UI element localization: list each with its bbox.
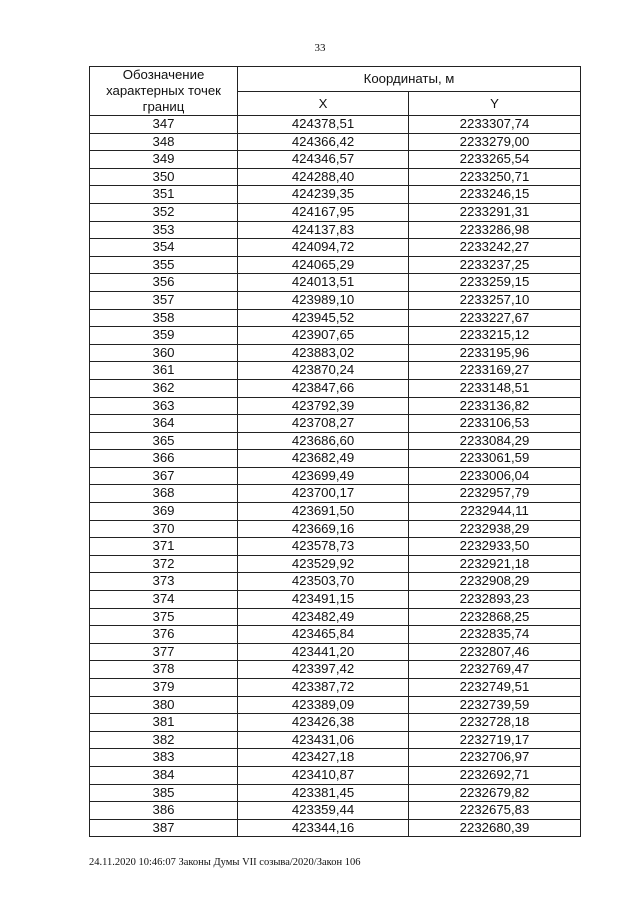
point-id-cell: 352 [90,203,238,221]
x-coordinate-cell: 424094,72 [238,239,409,257]
header-y: Y [409,91,581,116]
x-coordinate-cell: 423699,49 [238,467,409,485]
point-id-cell: 386 [90,802,238,820]
table-row [90,485,581,503]
y-coordinate-cell: 2233259,15 [409,274,581,292]
y-coordinate-cell: 2232807,46 [409,643,581,661]
point-id-cell: 358 [90,309,238,327]
table-header [90,67,581,116]
y-coordinate-cell: 2233265,54 [409,151,581,169]
table-row [90,784,581,802]
x-coordinate-cell: 423847,66 [238,379,409,397]
table-row [90,819,581,837]
x-coordinate-cell: 424378,51 [238,116,409,134]
point-id-cell: 384 [90,766,238,784]
table-row [90,573,581,591]
table-row [90,749,581,767]
table-row [90,520,581,538]
table-row [90,344,581,362]
table-row [90,467,581,485]
table-row [90,538,581,556]
header-designation: Обозначение характерных точек границ [90,67,238,116]
footer-text: 24.11.2020 10:46:07 Законы Думы VII созыва/2020/Закон 106 [89,857,361,868]
table-row [90,661,581,679]
y-coordinate-cell: 2233169,27 [409,362,581,380]
y-coordinate-cell: 2232769,47 [409,661,581,679]
point-id-cell: 356 [90,274,238,292]
table-row [90,327,581,345]
table-row [90,415,581,433]
x-coordinate-cell: 424288,40 [238,168,409,186]
y-coordinate-cell: 2232835,74 [409,626,581,644]
x-coordinate-cell: 423344,16 [238,819,409,837]
point-id-cell: 353 [90,221,238,239]
x-coordinate-cell: 424137,83 [238,221,409,239]
table-row [90,168,581,186]
table-row [90,221,581,239]
point-id-cell: 372 [90,555,238,573]
point-id-cell: 368 [90,485,238,503]
table-row [90,555,581,573]
point-id-cell: 373 [90,573,238,591]
point-id-cell: 350 [90,168,238,186]
table-row [90,309,581,327]
table-row [90,731,581,749]
x-coordinate-cell: 423883,02 [238,344,409,362]
y-coordinate-cell: 2232680,39 [409,819,581,837]
x-coordinate-cell: 424239,35 [238,186,409,204]
point-id-cell: 347 [90,116,238,134]
table-row [90,239,581,257]
point-id-cell: 387 [90,819,238,837]
table-row [90,696,581,714]
point-id-cell: 376 [90,626,238,644]
x-coordinate-cell: 424013,51 [238,274,409,292]
y-coordinate-cell: 2233006,04 [409,467,581,485]
y-coordinate-cell: 2233148,51 [409,379,581,397]
table-row [90,203,581,221]
table-row [90,591,581,609]
table-row [90,362,581,380]
y-coordinate-cell: 2233084,29 [409,432,581,450]
x-coordinate-cell: 423945,52 [238,309,409,327]
y-coordinate-cell: 2232675,83 [409,802,581,820]
x-coordinate-cell: 423682,49 [238,450,409,468]
table-row [90,608,581,626]
x-coordinate-cell: 423441,20 [238,643,409,661]
point-id-cell: 382 [90,731,238,749]
x-coordinate-cell: 424065,29 [238,256,409,274]
y-coordinate-cell: 2232679,82 [409,784,581,802]
y-coordinate-cell: 2232728,18 [409,714,581,732]
y-coordinate-cell: 2233250,71 [409,168,581,186]
point-id-cell: 349 [90,151,238,169]
point-id-cell: 351 [90,186,238,204]
y-coordinate-cell: 2233215,12 [409,327,581,345]
x-coordinate-cell: 423387,72 [238,679,409,697]
x-coordinate-cell: 423359,44 [238,802,409,820]
y-coordinate-cell: 2232706,97 [409,749,581,767]
x-coordinate-cell: 423426,38 [238,714,409,732]
point-id-cell: 366 [90,450,238,468]
point-id-cell: 362 [90,379,238,397]
y-coordinate-cell: 2232938,29 [409,520,581,538]
x-coordinate-cell: 423529,92 [238,555,409,573]
x-coordinate-cell: 424167,95 [238,203,409,221]
point-id-cell: 377 [90,643,238,661]
y-coordinate-cell: 2233106,53 [409,415,581,433]
point-id-cell: 383 [90,749,238,767]
point-id-cell: 357 [90,291,238,309]
x-coordinate-cell: 423503,70 [238,573,409,591]
x-coordinate-cell: 423792,39 [238,397,409,415]
table-row [90,643,581,661]
y-coordinate-cell: 2233227,67 [409,309,581,327]
x-coordinate-cell: 423578,73 [238,538,409,556]
y-coordinate-cell: 2233279,00 [409,133,581,151]
point-id-cell: 363 [90,397,238,415]
y-coordinate-cell: 2232893,23 [409,591,581,609]
table-row [90,802,581,820]
y-coordinate-cell: 2233242,27 [409,239,581,257]
point-id-cell: 374 [90,591,238,609]
x-coordinate-cell: 423427,18 [238,749,409,767]
y-coordinate-cell: 2232933,50 [409,538,581,556]
table-row [90,379,581,397]
x-coordinate-cell: 423410,87 [238,766,409,784]
x-coordinate-cell: 423686,60 [238,432,409,450]
table-row [90,766,581,784]
x-coordinate-cell: 423700,17 [238,485,409,503]
y-coordinate-cell: 2232692,71 [409,766,581,784]
y-coordinate-cell: 2233257,10 [409,291,581,309]
coordinates-table [89,66,581,837]
point-id-cell: 379 [90,679,238,697]
y-coordinate-cell: 2232749,51 [409,679,581,697]
point-id-cell: 385 [90,784,238,802]
y-coordinate-cell: 2232739,59 [409,696,581,714]
table-row [90,450,581,468]
table-row [90,397,581,415]
y-coordinate-cell: 2233246,15 [409,186,581,204]
table-row [90,256,581,274]
point-id-cell: 367 [90,467,238,485]
point-id-cell: 380 [90,696,238,714]
y-coordinate-cell: 2232921,18 [409,555,581,573]
y-coordinate-cell: 2233237,25 [409,256,581,274]
y-coordinate-cell: 2233286,98 [409,221,581,239]
x-coordinate-cell: 423907,65 [238,327,409,345]
y-coordinate-cell: 2232957,79 [409,485,581,503]
point-id-cell: 369 [90,503,238,521]
x-coordinate-cell: 423870,24 [238,362,409,380]
point-id-cell: 360 [90,344,238,362]
y-coordinate-cell: 2232944,11 [409,503,581,521]
x-coordinate-cell: 423431,06 [238,731,409,749]
x-coordinate-cell: 423491,15 [238,591,409,609]
point-id-cell: 365 [90,432,238,450]
x-coordinate-cell: 423691,50 [238,503,409,521]
y-coordinate-cell: 2233291,31 [409,203,581,221]
point-id-cell: 371 [90,538,238,556]
header-coordinates: Координаты, м [238,67,581,92]
y-coordinate-cell: 2232908,29 [409,573,581,591]
x-coordinate-cell: 423397,42 [238,661,409,679]
x-coordinate-cell: 424346,57 [238,151,409,169]
y-coordinate-cell: 2233136,82 [409,397,581,415]
table-row [90,714,581,732]
table-row [90,503,581,521]
point-id-cell: 359 [90,327,238,345]
table-row [90,116,581,134]
y-coordinate-cell: 2233195,96 [409,344,581,362]
x-coordinate-cell: 424366,42 [238,133,409,151]
y-coordinate-cell: 2233307,74 [409,116,581,134]
point-id-cell: 370 [90,520,238,538]
page-number: 33 [314,42,326,54]
table-row [90,274,581,292]
point-id-cell: 364 [90,415,238,433]
table-row [90,626,581,644]
x-coordinate-cell: 423708,27 [238,415,409,433]
point-id-cell: 375 [90,608,238,626]
y-coordinate-cell: 2233061,59 [409,450,581,468]
point-id-cell: 355 [90,256,238,274]
table-row [90,291,581,309]
x-coordinate-cell: 423465,84 [238,626,409,644]
x-coordinate-cell: 423381,45 [238,784,409,802]
table-row [90,133,581,151]
point-id-cell: 361 [90,362,238,380]
x-coordinate-cell: 423482,49 [238,608,409,626]
table-row [90,151,581,169]
table-row [90,186,581,204]
x-coordinate-cell: 423669,16 [238,520,409,538]
table-body [90,116,581,837]
point-id-cell: 381 [90,714,238,732]
point-id-cell: 348 [90,133,238,151]
y-coordinate-cell: 2232719,17 [409,731,581,749]
point-id-cell: 378 [90,661,238,679]
y-coordinate-cell: 2232868,25 [409,608,581,626]
x-coordinate-cell: 423989,10 [238,291,409,309]
point-id-cell: 354 [90,239,238,257]
x-coordinate-cell: 423389,09 [238,696,409,714]
header-x: X [238,91,409,116]
table-row [90,679,581,697]
table-row [90,432,581,450]
